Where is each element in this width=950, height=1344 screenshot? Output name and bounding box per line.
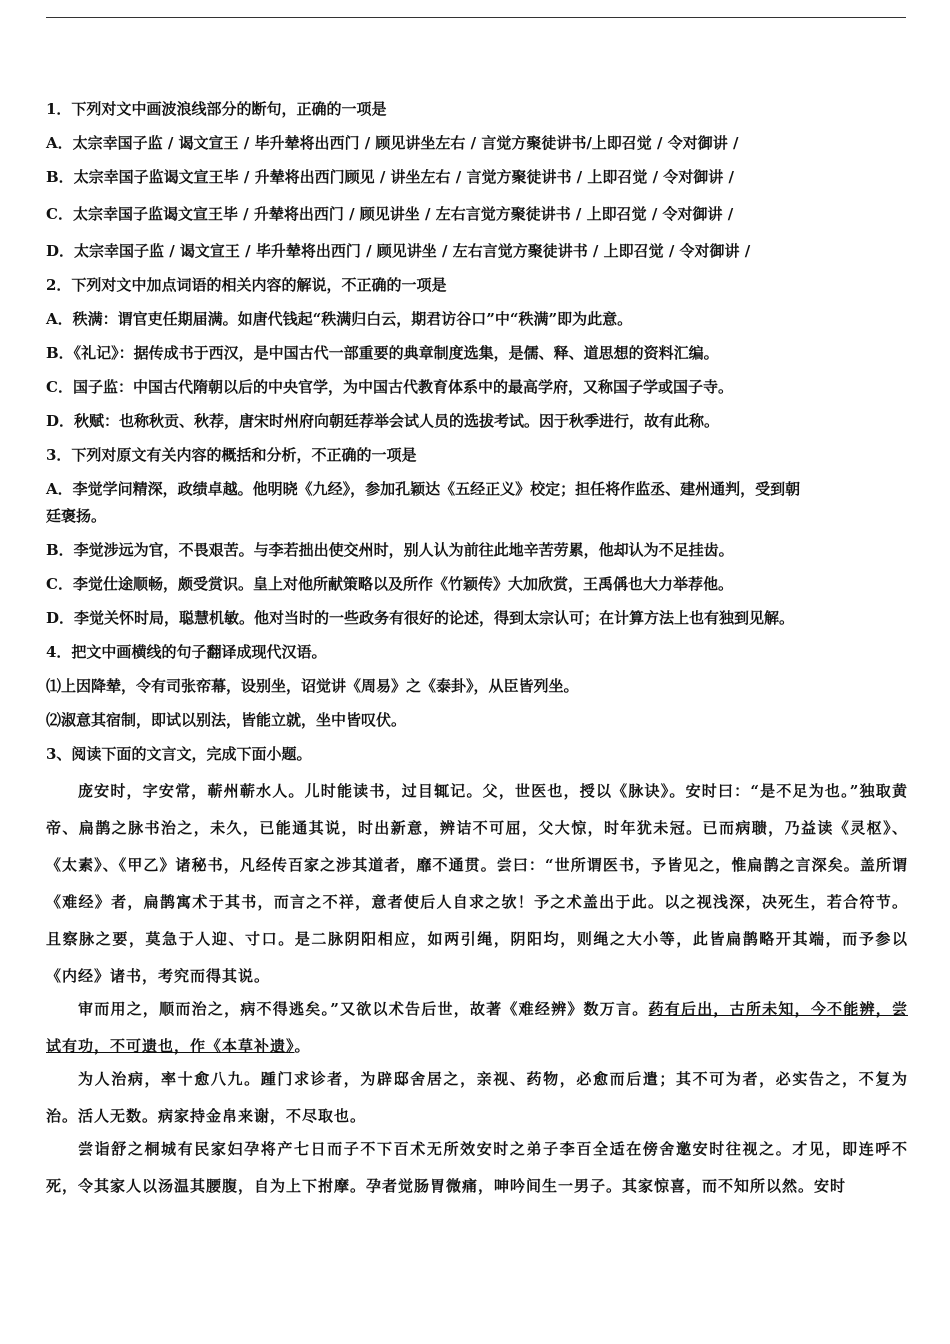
passage-paragraph-1: 庞安时，字安常，蕲州蕲水人。儿时能读书，过目辄记。父，世医也，授以《脉诀》。安时曰：“是不足为也。”独取黄帝、扁鹊之脉书治之，未久，已能通其说，时出新意，辨诘不可屈，父大惊，时年犹未冠。已而病聩，乃益读《灵枢》、《太素》、《甲乙》诸秘书，凡经传百家之涉其道者，靡不通贯。尝曰：“世所谓医书，予皆见之，惟扁鹊之言深矣。盖所谓《难经》者，扁鹊寓术于其书，而言之不祥，意者使后人自求之欤！予之术盖出于此。以之视浅深，决死生，若合符节。且察脉之要，莫急于人迎、寸口。是二脉阴阳相应，如两引绳，阴阳均，则绳之大小等，此皆扁鹊略开其端，而予参以《内经》诸书，考究而得其说。 (46, 782, 908, 985)
q2-option-d: D．秋赋：也称秋贡、秋荐，唐宋时州府向朝廷荐举会试人员的选拔考试。因于秋季进行，故有此称。 (46, 412, 720, 430)
passage-p2-start: 审而用之，顺而治之，病不得逃矣。”又欲以术告后世，故著《难经辨》数万言。 (78, 1000, 649, 1018)
passage-p2-underlined-sentence: 药有后出，古所未知，今不能辨，尝试有功，不可遗也，作《本草补遗》 (46, 1000, 908, 1055)
q1-option-b: B．太宗幸国子监谒文宣王毕 / 升辇将出西门顾见 / 讲坐左右 / 言觉方聚徒讲书 / 上即召觉 / 令对御讲 / (46, 168, 734, 186)
passage-paragraph-3: 为人治病，率十愈八九。踵门求诊者，为辟邸舍居之，亲视、药物，必愈而后遣；其不可为者，必实告之，不复为治。活人无数。病家持金帛来谢，不尽取也。 (46, 1070, 908, 1125)
document-body (46, 98, 908, 1205)
q1-option-c: C．太宗幸国子监谒文宣王毕 / 升辇将出西门 / 顾见讲坐 / 左右言觉方聚徒讲书 / 上即召觉 / 令对御讲 / (46, 205, 734, 223)
q1-option-a: A．太宗幸国子监 / 谒文宣王 / 毕升辇将出西门 / 顾见讲坐左右 / 言觉方聚徒讲书/上即召觉 / 令对御讲 / (46, 134, 739, 152)
q3-option-b: B．李觉涉远为官，不畏艰苦。与李若拙出使交州时，别人认为前往此地辛苦劳累，他却认为不足挂齿。 (46, 541, 734, 559)
passage-paragraph-4: 尝诣舒之桐城有民家妇孕将产七日而子不下百术无所效安时之弟子李百全适在傍舍邀安时往视之。才见，即连呼不死，令其家人以汤温其腰腹，自为上下拊摩。孕者觉肠胃微痛，呻吟间生一男子。其家惊喜，而不知所以然。安时 (46, 1140, 908, 1195)
q4-stem: 4．把文中画横线的句子翻译成现代汉语。 (46, 643, 327, 661)
q3-option-c: C．李觉仕途顺畅，颇受赏识。皇上对他所献策略以及所作《竹颖传》大加欣赏，王禹偁也大力举荐他。 (46, 575, 733, 593)
q3-option-d: D．李觉关怀时局，聪慧机敏。他对当时的一些政务有很好的论述，得到太宗认可；在计算方法上也有独到见解。 (46, 609, 795, 627)
q1-stem: 1．下列对文中画波浪线部分的断句，正确的一项是 (46, 100, 387, 118)
q2-stem: 2．下列对文中加点词语的相关内容的解说，不正确的一项是 (46, 276, 447, 294)
q3-option-a-line1: A．李觉学问精深，政绩卓越。他明晓《九经》，参加孔颖达《五经正义》校定；担任将作监丞、建州通判，受到朝 (46, 480, 801, 498)
q4-item-2: ⑵淑意其宿制，即试以别法，皆能立就，坐中皆叹伏。 (46, 711, 407, 729)
section3-heading: 3、阅读下面的文言文，完成下面小题。 (46, 745, 312, 763)
passage-paragraph-2 (46, 991, 908, 1065)
q4-item-1: ⑴上因降辇，令有司张帟幕，设别坐，诏觉讲《周易》之《泰卦》，从臣皆列坐。 (46, 677, 579, 695)
q2-option-b: B．《礼记》：据传成书于西汉，是中国古代一部重要的典章制度选集，是儒、释、道思想的资料汇编。 (46, 344, 719, 362)
q1-option-d: D．太宗幸国子监 / 谒文宣王 / 毕升辇将出西门 / 顾见讲坐 / 左右言觉方聚徒讲书 / 上即召觉 / 令对御讲 / (46, 242, 751, 260)
q3-stem: 3．下列对原文有关内容的概括和分析，不正确的一项是 (46, 446, 417, 464)
top-rule (46, 17, 906, 18)
q2-option-c: C．国子监：中国古代隋朝以后的中央官学，为中国古代教育体系中的最高学府，又称国子学或国子寺。 (46, 378, 733, 396)
q2-option-a: A．秩满：谓官吏任期届满。如唐代钱起“秩满归白云，期君访谷口”中“秩满”即为此意。 (46, 310, 633, 328)
q3-option-a-line2: 廷褒扬。 (46, 507, 107, 525)
passage-p2-end: 。 (294, 1037, 311, 1055)
